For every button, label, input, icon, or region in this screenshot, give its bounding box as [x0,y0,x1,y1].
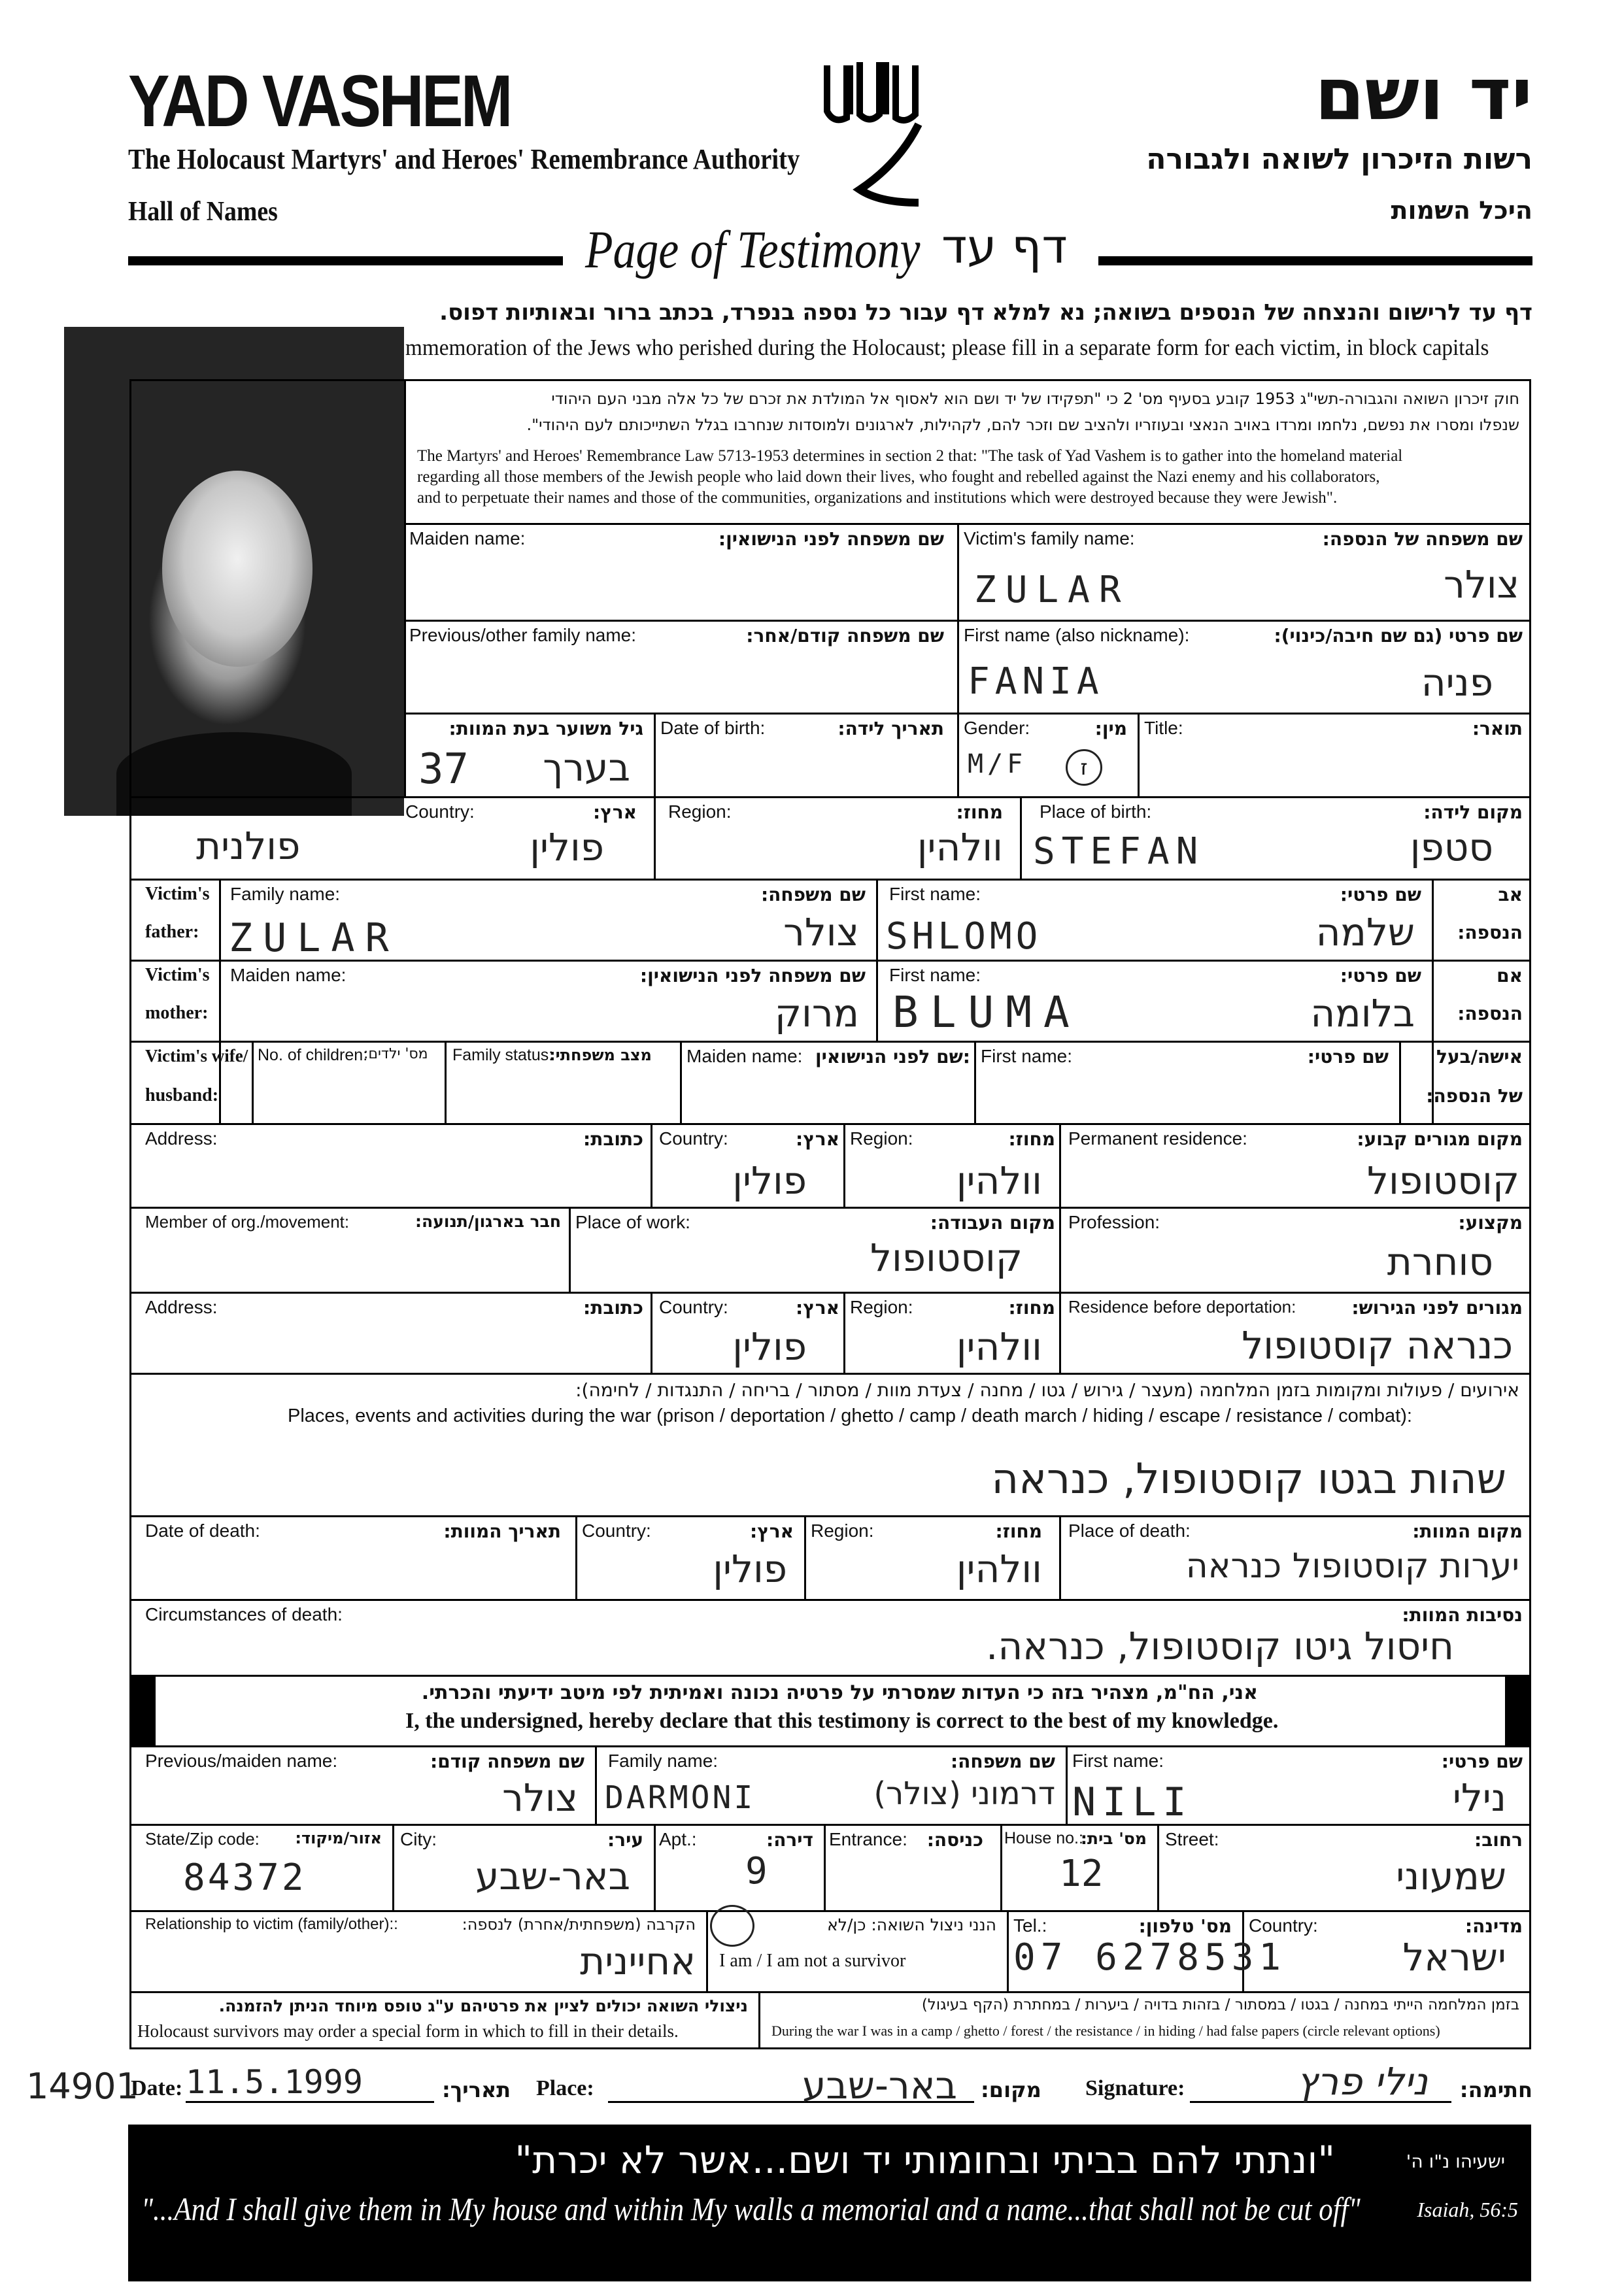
spouse-maiden-label-he: :שם לפני הנישואין [815,1046,970,1067]
signature-value[interactable]: נילי פרץ [1296,2059,1428,2104]
authority-name-en: The Holocaust Martyrs' and Heroes' Remembrance Authority [128,143,800,175]
org-name-en: YAD VASHEM [128,60,511,142]
verse-ref-he: ישעיהו נ"ו ה' [1406,2151,1505,2172]
family-name-value[interactable]: ZULAR [974,569,1130,611]
pob-value[interactable]: STEFAN [1033,830,1205,873]
place-label-he: מקום: [981,2077,1041,2102]
apt-label: Apt.: [659,1829,697,1849]
dod-label: Date of death: [145,1521,260,1541]
spouse-label-he-1: אישה/בעל [1436,1046,1523,1067]
death-country-label: Country: [582,1521,651,1541]
title-rule-left [128,256,563,265]
first-name-label: First name (also nickname): [964,625,1190,645]
place-label: Place: [536,2076,594,2100]
street-value-he[interactable]: שמעוני [1396,1854,1506,1898]
survivor-label: I am / I am not a survivor [719,1951,906,1971]
children-label: No. of children: [258,1046,368,1064]
sub-first-value[interactable]: NILI [1072,1779,1193,1825]
tel-label: Tel.: [1013,1915,1047,1936]
age-value[interactable]: 37 [418,745,469,794]
spouse-first-label-he: שם פרטי: [1307,1046,1389,1067]
prev-family-label-he: שם משפחה קודם/אחר: [746,625,944,647]
addr2-country-label: Country: [659,1297,728,1317]
intro-en: mmemoration of the Jews who perished during the Holocaust; please fill in a separate form for each victim, in block capitals [405,335,1489,360]
addr-region-label: Region: [850,1128,913,1149]
relationship-value-he[interactable]: אחיינית [580,1939,696,1983]
death-country-label-he: ארץ: [750,1521,794,1542]
sub-first-label-he: שם פרטי: [1441,1751,1523,1772]
declaration-bar-left [129,1675,156,1745]
mother-label-2: mother: [145,1003,209,1023]
spouse-label-1: Victim's wife/ [145,1046,248,1066]
gender-value[interactable]: M/F [968,749,1027,779]
death-region-value-he[interactable]: וולהין [956,1547,1042,1591]
hall-of-names-en: Hall of Names [128,197,278,227]
resdep-label-he: מגורים לפני הגירוש: [1351,1297,1523,1319]
country-value-he[interactable]: ישראל [1402,1935,1506,1979]
sub-first-label: First name: [1072,1751,1164,1771]
law-en-1: The Martyrs' and Heroes' Remembrance Law 5713-1953 determines in section 2 that: "The task of Yad Vashem is to gather into the homeland material [417,447,1403,465]
events-label: Places, events and activities during the war (prison / deportation / ghetto / camp / death march / hiding / escape / resistance / combat): [288,1405,1412,1426]
first-name-value[interactable]: FANIA [968,660,1104,703]
dep-region-value-he[interactable]: וולהין [956,1324,1042,1369]
tel-label-he: מס' טלפון: [1138,1915,1232,1937]
death-country-value-he[interactable]: פולין [713,1547,787,1591]
age-value-he[interactable]: בערך [543,745,630,790]
house-label-he: מס' בית: [1080,1829,1147,1848]
maiden-name-label: Maiden name: [409,528,526,548]
circ-label-he: נסיבות המוות: [1402,1604,1523,1626]
house-label: House no.: [1004,1829,1083,1847]
mother-maiden-value-he[interactable]: מרוק [774,991,859,1035]
street-label: Street: [1165,1829,1219,1849]
mother-first-label: First name: [889,965,981,985]
hall-of-names-he: היכל השמות [1391,196,1532,225]
father-first-value[interactable]: SHLOMO [886,915,1042,958]
street-label-he: רחוב: [1474,1829,1523,1851]
date-value[interactable]: 11.5.1999 [186,2063,363,2101]
city-label-he: עיר: [607,1829,643,1851]
addr-country-value-he[interactable]: פולין [732,1158,807,1203]
birth-country-label: Country: [405,801,475,822]
family-status-label: Family status: [452,1046,554,1064]
dod-label-he: תאריך המוות: [443,1521,561,1542]
father-first-label-he: שם פרטי: [1340,884,1421,905]
law-en-2: regarding all those members of the Jewish people who laid down their lives, who fought and rebelled against the Nazi enemy and his collaborators, [417,468,1380,486]
note-right-en: During the war I was in a camp / ghetto / forest / the resistance / in hiding / had false papers (circle relevant options) [771,2023,1440,2039]
apt-label-he: דירה: [766,1829,813,1851]
birth-region-label-he: מחוז: [956,801,1003,823]
addr2-region-label: Region: [850,1297,913,1317]
note-right-he: בזמן המלחמה הייתי במחנה / בגטו / במסתור / בזהות בדויה / ביערות / במחתרת (הקף בעיגול) [921,1996,1519,2013]
addr-country-label-he: ארץ: [796,1128,839,1150]
father-label-1: Victim's [145,884,210,904]
work-label-he: מקום העבודה: [930,1212,1055,1234]
zip-label-he: אזור/מיקוד: [295,1829,382,1847]
gender-circle-he[interactable]: ז [1066,749,1102,786]
sub-first-value-he[interactable]: נילי [1452,1775,1506,1820]
gender-label-he: מין: [1094,718,1127,739]
gender-label: Gender: [964,718,1030,738]
page-title-he: דף עד [941,219,1068,274]
footer-banner [128,2125,1531,2281]
intro-he: דף עד לרישום והנצחה של הנספים בשואה; נא למלא דף עבור כל נספה בנפרד, בכתב ברור ובאותיות דפוס. [439,299,1532,326]
ctry2-label: Country: [1249,1915,1318,1936]
mother-maiden-label-he: שם משפחה לפני הנישואין: [639,965,866,986]
declaration-en: I, the undersigned, hereby declare that this testimony is correct to the best of my knowledge. [405,1709,1279,1733]
place-value-he[interactable]: באר-שבע [802,2063,957,2108]
work-value-he[interactable]: קוסטופול [870,1235,1023,1280]
birth-region-value-he[interactable]: וולהין [917,825,1003,869]
addr2-label-he: כתובת: [583,1297,643,1319]
circ-label: Circumstances of death: [145,1604,343,1624]
law-he-1: חוק זיכרון השואה והגבורה-תשי"ג 1953 קובע בסעיף מס' 2 כי "תפקידו של יד ושם הוא לאסוף אל המולדת את זכרם של כל אלה מבני העם היהודי [551,390,1519,408]
resdep-value-he[interactable]: כנראה קוסטופול [1242,1323,1513,1368]
addr2-region-label-he: מחוז: [1008,1297,1055,1319]
title-label-he: תואר: [1472,718,1523,739]
spouse-first-label: First name: [981,1046,1073,1066]
org-label: Member of org./movement: [145,1212,350,1232]
verse-en: "...And I shall give them in My house and within My walls a memorial and a name...that shall not be cut off" [141,2191,1361,2227]
date-label: Date: [131,2076,183,2100]
yad-vashem-logo [820,52,938,209]
city-value-he[interactable]: באר-שבע [475,1854,630,1898]
signature-label: Signature: [1085,2076,1185,2100]
declaration-he: אני, הח"מ, מצהיר בזה כי העדות שמסרתי על פרטיה נכונה ואמיתית לפי מיטב ידיעתי והכרתי. [421,1681,1258,1704]
pod-value-he[interactable]: יערות קוסטופול כנראה [1185,1547,1519,1586]
circ-value-he[interactable]: חיסול גיטו קוסטופול, כנראה. [985,1624,1454,1668]
family-name-value-he[interactable]: צולר [1444,562,1519,607]
note-left-he: ניצולי השואה יכולים לציין את פרטיהם ע"ג טופס מיוחד הניתן להזמנה. [218,1996,748,2015]
prev-maiden-label: Previous/maiden name: [145,1751,338,1771]
margin-number: 14901 [26,2066,139,2107]
mother-first-label-he: שם פרטי: [1340,965,1421,986]
pob-label: Place of birth: [1040,801,1152,822]
father-family-value-he[interactable]: צולר [783,910,859,954]
addr-region-value-he[interactable]: וולהין [956,1158,1042,1203]
profession-value-he[interactable]: סוחרת [1387,1239,1493,1284]
page-title-en: Page of Testimony [585,220,921,279]
title-rule-right [1098,256,1532,265]
sub-prev-value-he[interactable]: צולר [502,1775,578,1820]
perm-res-label-he: מקום מגורים קבוע: [1357,1128,1523,1150]
addr-label: Address: [145,1128,218,1149]
addr-label-he: כתובת: [583,1128,643,1150]
entrance-label: Entrance: [829,1829,907,1849]
mother-first-value-he[interactable]: בלומה [1310,991,1415,1035]
birth-country-left-he[interactable]: פולנית [196,824,301,868]
ctry2-label-he: מדינה: [1464,1915,1523,1937]
title-label: Title: [1144,718,1183,738]
birth-country-value-he[interactable]: פולין [530,825,604,869]
father-first-value-he[interactable]: שלמה [1315,910,1415,954]
father-family-value[interactable]: ZULAR [229,915,399,961]
spouse-label-2: husband: [145,1085,219,1105]
perm-res-label: Permanent residence: [1068,1128,1247,1149]
zip-label: State/Zip code: [145,1829,260,1849]
relationship-label: Relationship to victim (family/other):: [145,1915,398,1933]
family-name-label: Victim's family name: [964,528,1135,548]
signature-label-he: חתימה: [1459,2077,1532,2102]
sub-family-value[interactable]: DARMONI [605,1779,756,1816]
mother-maiden-label: Maiden name: [230,965,347,985]
family-name-label-he: שם משפחה של הנספה: [1322,528,1523,550]
mother-label-he-2: הנספה: [1457,1003,1523,1024]
dob-label-he: תאריך לידה: [837,718,944,739]
addr2-country-label-he: ארץ: [796,1297,839,1319]
survivor-circle[interactable] [710,1905,754,1947]
work-label: Place of work: [575,1212,690,1232]
children-label-he: מס' ילדים: [364,1046,428,1062]
sub-family-label-he: שם משפחה: [950,1751,1055,1772]
father-first-label: First name: [889,884,981,904]
survivor-label-he: הנני ניצול השואה: כן/לא [827,1915,996,1934]
law-en-3: and to perpetuate their names and those of the communities, organizations and institutions which were destroyed because they were Jewish". [417,489,1338,507]
pob-label-he: מקום לידה: [1423,801,1523,823]
profession-label-he: מקצוע: [1458,1212,1523,1234]
verse-ref-en: Isaiah, 56:5 [1417,2198,1518,2221]
profession-label: Profession: [1068,1212,1160,1232]
prev-family-label: Previous/other family name: [409,625,637,645]
maiden-name-label-he: שם משפחה לפני הנישואין: [718,528,944,550]
dob-label: Date of birth: [660,718,766,738]
date-label-he: תאריך: [442,2077,511,2102]
addr-region-label-he: מחוז: [1008,1128,1055,1150]
spouse-maiden-label: Maiden name: [686,1046,803,1066]
first-name-label-he: שם פרטי (גם שם חיבה/כינוי): [1274,625,1523,647]
house-value[interactable]: 12 [1059,1853,1104,1895]
pob-value-he[interactable]: סטפן [1410,825,1493,869]
birth-country-label-he: ארץ: [593,801,637,823]
zip-value[interactable]: 84372 [183,1857,307,1899]
entrance-label-he: כניסה: [926,1829,983,1851]
declaration-bar-right [1505,1675,1531,1745]
father-family-label-he: שם משפחה: [760,884,866,905]
mother-label-he-1: אם [1497,965,1523,986]
law-he-2: שנפלו ומסרו את נפשם, נלחמו ומרדו באויב הנאצי ובעוזריו ולהציב שם וזכר להם, לקהילות, לארגונים ולמוסדות שנחרבו בגלל השתייכותם לעם היהודי". [526,416,1519,434]
first-name-value-he[interactable]: פניה [1421,660,1493,705]
father-label-2: father: [145,922,199,942]
father-label-he-2: הנספה: [1457,922,1523,943]
death-region-label: Region: [811,1521,874,1541]
birth-region-label: Region: [668,801,732,822]
relationship-label-he: הקרבה (משפחתית/אחרת) לנספה: [462,1915,696,1934]
pod-label-he: מקום המוות: [1412,1521,1523,1542]
note-left-en: Holocaust survivors may order a special form in which to fill in their details. [137,2021,679,2041]
prev-maiden-label-he: שם משפחה קודם: [430,1751,584,1772]
events-label-he: אירועים / פעולות ומקומות בזמן המלחמה (מעצר / גירוש / גטו / מחנה / צעדת מוות / מסתור / בריחה / התנגדות / לחימה): [575,1379,1519,1401]
death-region-label-he: מחוז: [995,1521,1042,1542]
dep-country-value-he[interactable]: פולין [732,1324,807,1369]
authority-name-he: רשות הזיכרון לשואה ולגבורה [1146,143,1532,176]
mother-first-value[interactable]: BLUMA [892,987,1081,1037]
sub-family-value-he[interactable]: דרמוני (צולר) [873,1775,1055,1812]
org-label-he: חבר בארגון/תנועה: [415,1212,561,1231]
apt-value[interactable]: 9 [745,1850,768,1892]
family-status-label-he: מצב משפחתי: [549,1046,652,1064]
father-label-he-1: אב [1498,884,1523,905]
resdep-label: Residence before deportation: [1068,1297,1296,1317]
addr2-label: Address: [145,1297,218,1317]
pod-label: Place of death: [1068,1521,1191,1541]
tel-value[interactable]: 07 6278531 [1013,1936,1287,1979]
father-family-label: Family name: [230,884,341,904]
verse-he: "ונתתי להם בביתי ובחומותי יד ושם...אשר לא יכרת" [515,2138,1335,2182]
addr-country-label: Country: [659,1128,728,1149]
perm-res-value-he[interactable]: קוסטופול [1367,1158,1519,1203]
city-label: City: [400,1829,437,1849]
age-label-he: גיל משוער בעת המוות: [448,718,643,739]
sub-family-label: Family name: [608,1751,719,1771]
events-value-he[interactable]: שהות בגטו קוסטופול, כנראה [991,1455,1506,1504]
org-name-he: יד ושם [1314,52,1532,136]
mother-label-1: Victim's [145,965,210,985]
spouse-label-he-2: של הנספה: [1426,1085,1523,1107]
